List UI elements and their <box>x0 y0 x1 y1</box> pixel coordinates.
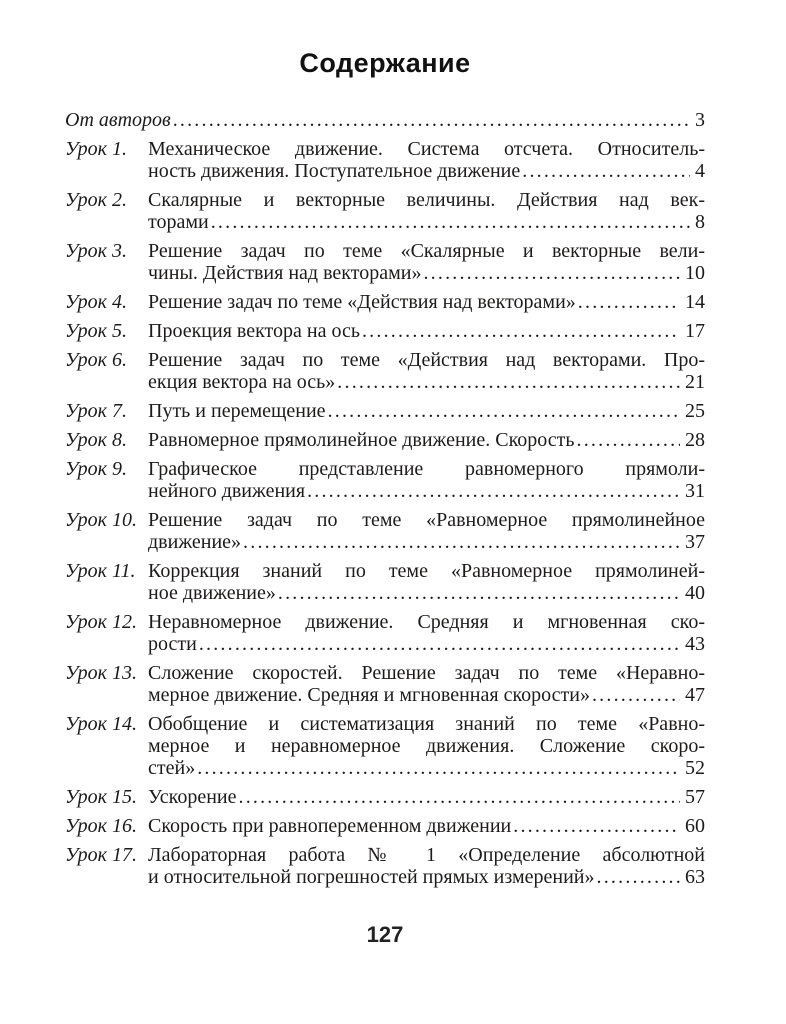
dot-leader <box>328 400 680 422</box>
toc-entry <box>65 109 705 131</box>
toc-entry-page-number: 31 <box>685 480 705 502</box>
toc-entry-content <box>148 713 705 779</box>
toc-entry-page-number: 8 <box>695 211 705 233</box>
toc-entry-last-line <box>148 291 705 313</box>
toc-entry-last-line <box>148 371 705 393</box>
toc-entry-text-line: Скорость при равнопеременном движении <box>148 815 512 837</box>
page-number-footer: 127 <box>366 922 404 947</box>
toc-entry-content <box>148 560 705 604</box>
dot-leader <box>307 480 680 502</box>
toc-entry-label: Урок 3. <box>65 240 128 262</box>
toc-entry-text-line: Решение задач по теме «Действия над векторами» <box>148 291 576 313</box>
toc-entry-label: Урок 4. <box>65 291 128 313</box>
toc-entry-last-line <box>148 262 705 284</box>
toc-entry-content <box>148 786 705 808</box>
toc-entry-content <box>148 291 705 313</box>
toc-entry-label: Урок 5. <box>65 320 128 342</box>
toc-entry <box>65 662 705 706</box>
toc-entry-text-line: чины. Действия над векторами» <box>148 262 422 284</box>
toc-entry-page-number: 52 <box>685 757 705 779</box>
dot-leader <box>362 320 680 342</box>
toc-entry-label: Урок 6. <box>65 349 128 371</box>
toc-entry <box>65 400 705 422</box>
page-title: Содержание <box>299 48 471 78</box>
toc-entry-text-line: торами <box>148 211 209 233</box>
toc-entry-last-line <box>148 211 705 233</box>
dot-leader <box>199 633 680 655</box>
dot-leader <box>211 211 690 233</box>
dot-leader <box>243 531 680 553</box>
toc-entry-content <box>148 815 705 837</box>
toc-entry-last-line <box>148 582 705 604</box>
dot-leader <box>197 757 680 779</box>
toc-entry-last-line <box>148 815 705 837</box>
toc-entry <box>65 320 705 342</box>
toc-entry-text-line: Коррекция знаний по теме «Равномерное прямолиней- <box>148 560 705 582</box>
toc-entry-text-line: От авторов <box>65 109 171 131</box>
dot-leader <box>278 582 680 604</box>
toc-entry-last-line <box>148 684 705 706</box>
toc-entry-text-line: и относительной погрешностей прямых измерений» <box>148 866 595 888</box>
toc-entry-content <box>148 429 705 451</box>
toc-entry <box>65 713 705 779</box>
toc-entry-page-number: 4 <box>695 160 705 182</box>
toc-entry-page-number: 37 <box>685 531 705 553</box>
toc-entry <box>65 138 705 182</box>
toc-entry-content <box>148 611 705 655</box>
toc-entry <box>65 291 705 313</box>
toc-entry-text-line: Обобщение и систематизация знаний по теме «Равно- <box>148 713 705 735</box>
dot-leader <box>597 866 680 888</box>
toc-entry-text-line: ность движения. Поступательное движение <box>148 160 521 182</box>
toc-entry-last-line <box>148 160 705 182</box>
toc-entry-last-line <box>148 786 705 808</box>
toc-entry-text-line: Скалярные и векторные величины. Действия над век- <box>148 189 705 211</box>
toc-entry-label: Урок 7. <box>65 400 128 422</box>
toc-entry-page-number: 57 <box>685 786 705 808</box>
toc-entry <box>65 844 705 888</box>
toc-entry <box>65 509 705 553</box>
toc-entry-text-line: Неравномерное движение. Средняя и мгновенная ско- <box>148 611 705 633</box>
toc-entry <box>65 786 705 808</box>
toc-entry-text-line: стей» <box>148 757 196 779</box>
toc-entry-last-line <box>148 320 705 342</box>
dot-leader <box>173 109 690 131</box>
toc-entry-page-number: 17 <box>685 320 705 342</box>
toc-entry <box>65 458 705 502</box>
toc-entry-page-number: 3 <box>695 109 705 131</box>
toc-entry-last-line <box>148 866 705 888</box>
toc-entry-content <box>148 349 705 393</box>
toc-entry-page-number: 47 <box>685 684 705 706</box>
toc-entry-text-line: Ускорение <box>148 786 237 808</box>
toc-entry-label: Урок 12. <box>65 611 138 633</box>
dot-leader <box>592 684 680 706</box>
toc-entry-page-number: 43 <box>685 633 705 655</box>
toc-entry-page-number: 40 <box>685 582 705 604</box>
toc-entry-text-line: рости <box>148 633 197 655</box>
toc-entry-text-line: Решение задач по теме «Действия над векторами. Про- <box>148 349 705 371</box>
toc-entry-label: Урок 8. <box>65 429 128 451</box>
dot-leader <box>239 786 681 808</box>
toc-entry-content <box>148 400 705 422</box>
dot-leader <box>423 262 680 284</box>
toc-entry-text-line: мерное движение. Средняя и мгновенная скорости» <box>148 684 590 706</box>
toc-entry-text-line: мерное и неравномерное движения. Сложение скоро- <box>148 735 705 757</box>
toc-entry-content <box>148 458 705 502</box>
toc-entry-text-line: Путь и перемещение <box>148 400 326 422</box>
toc-entry-text-line: Сложение скоростей. Решение задач по теме «Неравно- <box>148 662 705 684</box>
toc-entry <box>65 240 705 284</box>
toc-entry-text-line: нейного движения <box>148 480 306 502</box>
toc-entry-text-line: екция вектора на ось» <box>148 371 336 393</box>
toc-entry <box>65 349 705 393</box>
toc-entry <box>65 611 705 655</box>
toc-entry-last-line <box>65 109 705 131</box>
dot-leader <box>513 815 680 837</box>
toc-entry-content <box>148 240 705 284</box>
toc-entry-label: Урок 17. <box>65 844 138 866</box>
toc-entry-text-line: Графическое представление равномерного прямоли- <box>148 458 705 480</box>
toc-entry-text-line: Проекция вектора на ось <box>148 320 360 342</box>
toc-entry-page-number: 25 <box>685 400 705 422</box>
toc-entry-label: Урок 9. <box>65 458 128 480</box>
toc-entry-content <box>148 138 705 182</box>
toc-entry-label: Урок 1. <box>65 138 128 160</box>
toc-entry <box>65 815 705 837</box>
toc-entry-label: Урок 16. <box>65 815 138 837</box>
toc-list <box>65 109 705 888</box>
toc-entry-content <box>65 109 705 131</box>
toc-entry-text-line: движение» <box>148 531 242 553</box>
toc-entry-text-line: Решение задач по теме «Скалярные и векторные вели- <box>148 240 705 262</box>
toc-entry-content <box>148 189 705 233</box>
toc-entry-page-number: 21 <box>685 371 705 393</box>
toc-entry-content <box>148 662 705 706</box>
toc-entry-page-number: 14 <box>685 291 705 313</box>
toc-entry-label: Урок 11. <box>65 560 136 582</box>
toc-entry-last-line <box>148 429 705 451</box>
toc-entry-page-number: 63 <box>685 866 705 888</box>
toc-entry-label: Урок 15. <box>65 786 138 808</box>
toc-entry <box>65 189 705 233</box>
toc-entry-content <box>148 509 705 553</box>
toc-entry-content <box>148 320 705 342</box>
toc-entry-text-line: Лабораторная работа № 1 «Определение абсолютной <box>148 844 705 866</box>
toc-entry-last-line <box>148 531 705 553</box>
dot-leader <box>577 429 680 451</box>
toc-entry-label: Урок 2. <box>65 189 128 211</box>
toc-entry-text-line: Решение задач по теме «Равномерное прямолинейное <box>148 509 705 531</box>
toc-entry <box>65 560 705 604</box>
toc-entry <box>65 429 705 451</box>
toc-entry-last-line <box>148 400 705 422</box>
toc-entry-text-line: Равномерное прямолинейное движение. Скорость <box>148 429 575 451</box>
dot-leader <box>337 371 680 393</box>
toc-entry-page-number: 60 <box>685 815 705 837</box>
toc-entry-text-line: ное движение» <box>148 582 276 604</box>
toc-entry-page-number: 28 <box>685 429 705 451</box>
toc-entry-page-number: 10 <box>685 262 705 284</box>
toc-entry-last-line <box>148 757 705 779</box>
dot-leader <box>578 291 680 313</box>
toc-entry-last-line <box>148 633 705 655</box>
dot-leader <box>522 160 690 182</box>
toc-entry-label: Урок 14. <box>65 713 138 735</box>
toc-entry-last-line <box>148 480 705 502</box>
toc-entry-content <box>148 844 705 888</box>
toc-entry-text-line: Механическое движение. Система отсчета. Относитель- <box>148 138 705 160</box>
toc-entry-label: Урок 13. <box>65 662 138 684</box>
toc-entry-label: Урок 10. <box>65 509 138 531</box>
